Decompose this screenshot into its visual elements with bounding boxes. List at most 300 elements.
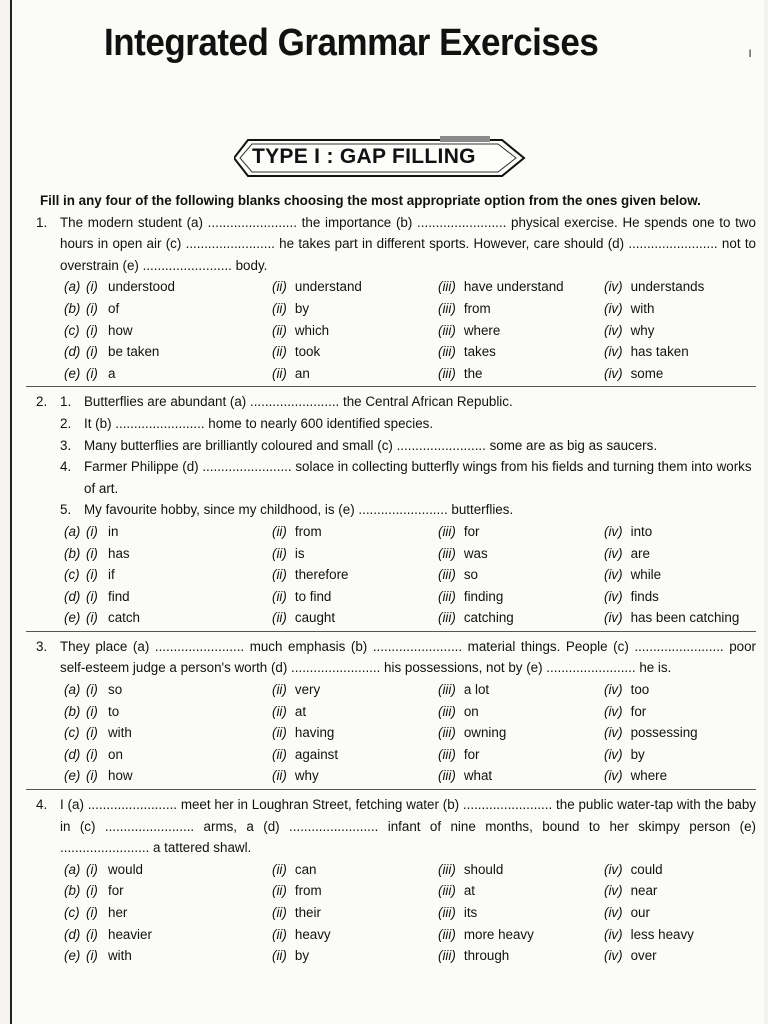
option-choice[interactable] xyxy=(86,320,133,342)
option-choice[interactable] xyxy=(438,564,478,586)
option-text: are xyxy=(630,545,650,561)
option-choice[interactable] xyxy=(272,744,338,766)
section-divider xyxy=(26,631,756,632)
option-choice[interactable] xyxy=(438,679,489,701)
option-choice[interactable] xyxy=(272,521,322,543)
option-row xyxy=(64,880,756,902)
blank-label: (e) xyxy=(64,768,81,784)
option-text: a xyxy=(108,365,116,381)
option-choice[interactable] xyxy=(438,521,479,543)
option-numeral: (iii) xyxy=(438,322,456,338)
option-text: so xyxy=(463,567,478,583)
option-numeral: (iii) xyxy=(438,861,456,877)
option-choice[interactable] xyxy=(86,341,159,363)
option-choice[interactable] xyxy=(272,276,362,298)
sub-sentence xyxy=(26,391,756,413)
option-text: her xyxy=(108,905,128,920)
option-text: more heavy xyxy=(463,926,534,942)
option-text: in xyxy=(108,523,119,539)
option-numeral: (iv) xyxy=(604,545,623,561)
option-text: find xyxy=(108,588,130,604)
option-numeral: (iii) xyxy=(438,523,456,539)
option-numeral: (iv) xyxy=(604,905,623,920)
sub-sentence-number: 4. xyxy=(60,459,72,475)
question-3 xyxy=(26,636,756,679)
option-choice[interactable] xyxy=(604,679,649,701)
option-row xyxy=(64,722,756,744)
option-text: by xyxy=(294,300,310,316)
option-choice[interactable] xyxy=(604,607,739,629)
option-choice[interactable] xyxy=(86,701,119,723)
option-text: into xyxy=(630,523,653,539)
option-choice[interactable] xyxy=(438,298,491,320)
option-numeral: (iii) xyxy=(438,768,456,784)
option-choice[interactable] xyxy=(438,276,564,298)
blank-label: (c) xyxy=(64,567,80,583)
option-text: against xyxy=(294,746,339,762)
option-choice[interactable] xyxy=(86,744,123,766)
option-choice[interactable] xyxy=(272,902,321,924)
sub-sentence xyxy=(26,435,756,457)
option-choice[interactable] xyxy=(272,765,319,787)
option-text: took xyxy=(294,344,321,360)
option-text: therefore xyxy=(294,567,349,583)
option-choice[interactable] xyxy=(604,320,654,342)
option-choice[interactable] xyxy=(604,765,667,787)
sub-sentence-number: 5. xyxy=(60,502,72,518)
option-text: an xyxy=(294,365,310,381)
option-row xyxy=(64,765,756,787)
option-numeral: (ii) xyxy=(272,610,287,626)
option-choice[interactable] xyxy=(604,564,661,586)
blank-label: (a) xyxy=(64,279,81,295)
option-choice[interactable] xyxy=(604,744,645,766)
option-row xyxy=(64,276,756,298)
option-row xyxy=(64,859,756,881)
option-choice[interactable] xyxy=(438,607,514,629)
option-text: the xyxy=(463,365,483,381)
option-choice[interactable] xyxy=(86,276,175,298)
section-divider xyxy=(26,789,756,790)
option-text: for xyxy=(108,883,124,899)
option-numeral: (i) xyxy=(86,746,98,762)
option-numeral: (i) xyxy=(86,610,98,626)
option-numeral: (ii) xyxy=(272,279,287,295)
option-numeral: (iv) xyxy=(604,344,623,360)
option-text: heavier xyxy=(108,926,152,942)
option-row xyxy=(64,744,756,766)
option-numeral: (ii) xyxy=(272,545,287,561)
blank-label: (b) xyxy=(64,300,81,316)
options-table xyxy=(64,521,756,629)
option-numeral: (iv) xyxy=(604,300,623,316)
option-numeral: (i) xyxy=(86,861,98,877)
options-table xyxy=(64,679,756,787)
option-row xyxy=(64,341,756,363)
instructions: Fill in any four of the following blanks choosing the most appropriate option from the ones given below. xyxy=(40,193,701,208)
option-text: understands xyxy=(630,279,705,295)
option-numeral: (i) xyxy=(86,682,98,698)
option-choice[interactable] xyxy=(86,607,140,629)
option-numeral: (iii) xyxy=(438,567,456,583)
option-text: while xyxy=(630,567,662,583)
sub-sentence-text: Many butterflies are brilliantly coloured and small (c) ........................ some are as big as saucers. xyxy=(84,437,658,453)
blank-label: (d) xyxy=(64,588,81,604)
option-text: is xyxy=(294,545,305,561)
option-text: which xyxy=(294,322,330,338)
option-text: near xyxy=(630,883,658,899)
blank-label: (d) xyxy=(64,344,81,360)
exercise-content xyxy=(26,190,756,967)
option-choice[interactable] xyxy=(272,701,306,723)
question-1 xyxy=(26,212,756,277)
option-numeral: (iv) xyxy=(604,567,623,583)
sub-sentence-text: My favourite hobby, since my childhood, is (e) ........................ butterflies. xyxy=(84,502,514,518)
option-numeral: (ii) xyxy=(272,588,287,604)
option-text: with xyxy=(108,725,132,741)
option-numeral: (iv) xyxy=(604,725,623,741)
option-numeral: (i) xyxy=(86,344,98,360)
option-choice[interactable] xyxy=(604,880,657,902)
option-choice[interactable] xyxy=(272,341,320,363)
option-choice[interactable] xyxy=(86,363,115,385)
option-numeral: (iii) xyxy=(438,746,456,762)
option-text: over xyxy=(630,948,657,964)
option-choice[interactable] xyxy=(86,722,132,744)
option-text: finding xyxy=(463,588,504,604)
option-text: from xyxy=(294,523,322,539)
sub-sentence-text: It (b) ........................ home to nearly 600 identified species. xyxy=(84,415,434,431)
option-text: has taken xyxy=(630,344,689,360)
option-row xyxy=(64,320,756,342)
sub-sentence-text: Farmer Philippe (d) ........................ solace in collecting butterfly wings from his fields and turning them into works of art. xyxy=(84,459,752,496)
section-divider xyxy=(26,386,756,387)
option-choice[interactable] xyxy=(272,945,309,967)
option-text: where xyxy=(630,768,668,784)
option-text: heavy xyxy=(294,926,331,942)
option-text: caught xyxy=(294,610,336,626)
option-numeral: (iv) xyxy=(604,926,623,942)
option-choice[interactable] xyxy=(86,586,130,608)
question-number: 1. xyxy=(36,214,48,230)
option-numeral: (iv) xyxy=(604,322,623,338)
option-text: how xyxy=(108,322,133,338)
option-numeral: (i) xyxy=(86,703,98,719)
blank-label: (d) xyxy=(64,746,81,762)
option-text: has been catching xyxy=(630,610,740,626)
option-numeral: (iv) xyxy=(604,365,623,381)
option-numeral: (i) xyxy=(86,523,98,539)
options-table xyxy=(64,276,756,384)
option-numeral: (iv) xyxy=(604,948,623,964)
option-numeral: (iv) xyxy=(604,746,623,762)
page-title: Integrated Grammar Exercises xyxy=(104,22,599,64)
option-row xyxy=(64,543,756,565)
option-choice[interactable] xyxy=(272,924,331,946)
option-numeral: (iii) xyxy=(438,703,456,719)
option-choice[interactable] xyxy=(604,924,694,946)
option-choice[interactable] xyxy=(604,586,659,608)
question-text: They place (a) ........................ much emphasis (b) ........................ material things. People (c) ........................ poor self-esteem judge a person's worth (d) ........................ his possessions, not by (e) ........................ he is. xyxy=(60,638,756,676)
blank-label: (a) xyxy=(64,523,81,539)
option-choice[interactable] xyxy=(438,924,534,946)
option-text: by xyxy=(630,746,645,762)
option-numeral: (iv) xyxy=(604,610,623,626)
option-text: would xyxy=(108,861,143,877)
option-choice[interactable] xyxy=(272,543,305,565)
option-text: have understand xyxy=(463,279,564,295)
option-text: be taken xyxy=(108,344,160,360)
sub-sentence xyxy=(26,499,756,521)
option-choice[interactable] xyxy=(604,722,698,744)
option-text: why xyxy=(294,768,319,784)
option-text: takes xyxy=(463,344,496,360)
option-text: some xyxy=(630,365,664,381)
sub-sentence-text: Butterflies are abundant (a) ........................ the Central African Republic. xyxy=(84,394,513,410)
option-text: why xyxy=(630,322,655,338)
option-choice[interactable] xyxy=(438,744,479,766)
option-choice[interactable] xyxy=(604,859,663,881)
option-text: can xyxy=(294,861,317,877)
option-choice[interactable] xyxy=(86,945,132,967)
blank-label: (c) xyxy=(64,905,80,920)
option-choice[interactable] xyxy=(438,363,482,385)
option-text: understood xyxy=(108,279,176,295)
option-numeral: (ii) xyxy=(272,926,287,942)
option-choice[interactable] xyxy=(604,363,663,385)
option-choice[interactable] xyxy=(438,945,509,967)
option-numeral: (i) xyxy=(86,926,98,942)
option-numeral: (iv) xyxy=(604,703,623,719)
option-numeral: (iii) xyxy=(438,725,456,741)
option-choice[interactable] xyxy=(438,765,492,787)
option-choice[interactable] xyxy=(604,341,689,363)
option-choice[interactable] xyxy=(86,902,127,924)
option-text: should xyxy=(463,861,504,877)
option-text: with xyxy=(630,300,655,316)
option-text: where xyxy=(463,322,501,338)
option-numeral: (iv) xyxy=(604,279,623,295)
option-text: with xyxy=(108,948,132,964)
option-numeral: (ii) xyxy=(272,948,287,964)
question-text: I (a) ........................ meet her in Loughran Street, fetching water (b) ........................ the public water-tap with the baby in (c) ........................ arms, a (d) ........................ infant of nine months, bound to her skimpy person (e) ........................ a tattered shawl. xyxy=(60,797,756,856)
option-numeral: (iv) xyxy=(604,768,623,784)
option-choice[interactable] xyxy=(86,521,118,543)
option-choice[interactable] xyxy=(604,298,654,320)
option-numeral: (iii) xyxy=(438,905,456,920)
option-text: finds xyxy=(630,588,659,604)
edge-mark: ı xyxy=(748,44,752,60)
option-text: too xyxy=(630,682,650,698)
worksheet-page xyxy=(10,0,764,1024)
option-text: what xyxy=(463,768,493,784)
option-choice[interactable] xyxy=(438,320,500,342)
option-choice[interactable] xyxy=(438,586,503,608)
option-numeral: (iv) xyxy=(604,588,623,604)
option-choice[interactable] xyxy=(438,722,506,744)
option-numeral: (iii) xyxy=(438,365,456,381)
option-text: from xyxy=(463,300,491,316)
option-choice[interactable] xyxy=(272,320,329,342)
option-numeral: (iii) xyxy=(438,588,456,604)
option-choice[interactable] xyxy=(86,543,130,565)
option-choice[interactable] xyxy=(86,924,152,946)
option-text: very xyxy=(294,682,321,698)
option-numeral: (iii) xyxy=(438,883,456,899)
option-choice[interactable] xyxy=(272,298,309,320)
option-choice[interactable] xyxy=(86,298,119,320)
option-choice[interactable] xyxy=(272,607,335,629)
banner-title: TYPE I : GAP FILLING xyxy=(252,145,476,168)
question-number: 3. xyxy=(36,638,48,654)
option-text: if xyxy=(108,567,115,583)
option-text: from xyxy=(294,883,322,899)
option-numeral: (iii) xyxy=(438,344,456,360)
option-numeral: (ii) xyxy=(272,365,287,381)
option-numeral: (ii) xyxy=(272,725,287,741)
option-text: catching xyxy=(463,610,514,626)
option-text: through xyxy=(463,948,510,964)
option-numeral: (iii) xyxy=(438,926,456,942)
option-numeral: (ii) xyxy=(272,768,287,784)
blank-label: (b) xyxy=(64,883,81,899)
sub-sentence-number: 3. xyxy=(60,437,72,453)
sub-sentence-number: 1. xyxy=(60,394,72,410)
options-table xyxy=(64,859,756,967)
option-numeral: (ii) xyxy=(272,883,287,899)
option-numeral: (i) xyxy=(86,905,98,920)
option-numeral: (i) xyxy=(86,725,98,741)
option-row xyxy=(64,902,756,924)
option-numeral: (i) xyxy=(86,322,98,338)
option-numeral: (ii) xyxy=(272,344,287,360)
option-row xyxy=(64,298,756,320)
option-choice[interactable] xyxy=(604,902,650,924)
option-choice[interactable] xyxy=(272,586,331,608)
option-numeral: (ii) xyxy=(272,322,287,338)
option-choice[interactable] xyxy=(86,679,122,701)
blank-label: (b) xyxy=(64,545,81,561)
option-choice[interactable] xyxy=(272,679,320,701)
option-row xyxy=(64,521,756,543)
option-text: could xyxy=(630,861,663,877)
option-choice[interactable] xyxy=(604,945,657,967)
option-text: how xyxy=(108,768,133,784)
option-numeral: (ii) xyxy=(272,567,287,583)
option-text: a lot xyxy=(463,682,490,698)
option-choice[interactable] xyxy=(604,543,650,565)
option-text: has xyxy=(108,545,130,561)
option-numeral: (iii) xyxy=(438,948,456,964)
option-numeral: (iii) xyxy=(438,545,456,561)
option-numeral: (iii) xyxy=(438,300,456,316)
option-text: for xyxy=(463,523,480,539)
option-numeral: (iv) xyxy=(604,883,623,899)
blank-label: (e) xyxy=(64,948,81,964)
option-choice[interactable] xyxy=(438,902,477,924)
option-text: for xyxy=(630,703,647,719)
option-numeral: (iii) xyxy=(438,682,456,698)
option-text: their xyxy=(294,905,321,920)
option-choice[interactable] xyxy=(438,859,503,881)
option-text: catch xyxy=(108,610,141,626)
option-row xyxy=(64,945,756,967)
option-choice[interactable] xyxy=(86,564,115,586)
option-row xyxy=(64,586,756,608)
option-choice[interactable] xyxy=(272,564,348,586)
option-text: its xyxy=(463,905,478,920)
blank-label: (b) xyxy=(64,703,81,719)
option-text: was xyxy=(463,545,488,561)
option-numeral: (iii) xyxy=(438,279,456,295)
option-text: to find xyxy=(294,588,332,604)
option-text: of xyxy=(108,300,120,316)
option-numeral: (iv) xyxy=(604,523,623,539)
option-row xyxy=(64,607,756,629)
option-numeral: (i) xyxy=(86,567,98,583)
question-4 xyxy=(26,794,756,859)
option-text: so xyxy=(108,682,123,698)
blank-label: (a) xyxy=(64,861,81,877)
blank-label: (e) xyxy=(64,610,81,626)
option-numeral: (i) xyxy=(86,948,98,964)
option-text: understand xyxy=(294,279,362,295)
blank-label: (c) xyxy=(64,725,80,741)
option-numeral: (ii) xyxy=(272,703,287,719)
option-row xyxy=(64,924,756,946)
option-row xyxy=(64,564,756,586)
option-choice[interactable] xyxy=(438,880,475,902)
option-choice[interactable] xyxy=(438,341,496,363)
option-numeral: (i) xyxy=(86,588,98,604)
option-choice[interactable] xyxy=(86,765,133,787)
blank-label: (d) xyxy=(64,926,81,942)
blank-label: (c) xyxy=(64,322,80,338)
blank-label: (a) xyxy=(64,682,81,698)
blank-label: (e) xyxy=(64,365,81,381)
option-choice[interactable] xyxy=(86,859,143,881)
option-numeral: (ii) xyxy=(272,300,287,316)
option-text: having xyxy=(294,725,335,741)
option-numeral: (i) xyxy=(86,768,98,784)
option-choice[interactable] xyxy=(272,363,310,385)
option-choice[interactable] xyxy=(272,722,334,744)
sub-sentence xyxy=(26,413,756,435)
option-choice[interactable] xyxy=(272,880,322,902)
option-text: by xyxy=(294,948,310,964)
option-numeral: (iv) xyxy=(604,861,623,877)
option-text: to xyxy=(108,703,120,719)
option-numeral: (iii) xyxy=(438,610,456,626)
option-text: at xyxy=(463,883,476,899)
option-choice[interactable] xyxy=(86,880,124,902)
option-choice[interactable] xyxy=(438,701,479,723)
option-choice[interactable] xyxy=(272,859,316,881)
option-choice[interactable] xyxy=(604,701,646,723)
option-choice[interactable] xyxy=(604,521,652,543)
option-text: on xyxy=(463,703,479,719)
option-text: on xyxy=(108,746,123,762)
option-numeral: (ii) xyxy=(272,861,287,877)
option-numeral: (ii) xyxy=(272,905,287,920)
option-text: owning xyxy=(463,725,507,741)
option-text: less heavy xyxy=(630,926,694,942)
question-number: 2. xyxy=(36,394,48,410)
option-choice[interactable] xyxy=(438,543,488,565)
option-row xyxy=(64,679,756,701)
option-text: for xyxy=(463,746,480,762)
option-choice[interactable] xyxy=(604,276,704,298)
